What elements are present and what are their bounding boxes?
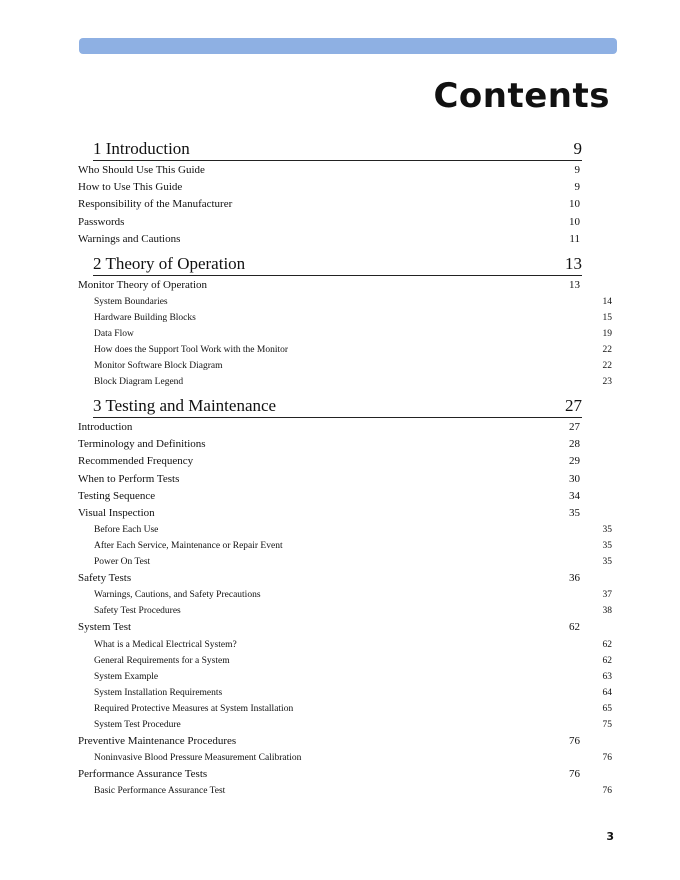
chapter-page-number: 9: [573, 139, 582, 158]
toc-entry-page: 76: [569, 768, 580, 780]
toc-entry[interactable]: [78, 214, 580, 230]
toc-entry-title: Safety Tests: [78, 572, 132, 584]
toc-entry[interactable]: [94, 603, 612, 619]
toc-entry[interactable]: [94, 358, 612, 374]
toc-entry-page: 27: [569, 421, 580, 433]
toc-entry[interactable]: [78, 231, 580, 247]
toc-entry-page: 14: [602, 297, 612, 307]
toc-entry-page: 65: [602, 704, 612, 714]
toc-entry[interactable]: [94, 342, 612, 358]
toc-entry[interactable]: [78, 766, 580, 782]
toc-entry[interactable]: [94, 522, 612, 538]
toc-entry[interactable]: [78, 488, 580, 504]
toc-entry-title: General Requirements for a System: [94, 656, 230, 666]
toc-entry[interactable]: [94, 750, 612, 766]
toc-entry-page: 35: [569, 507, 580, 519]
page-title: Contents: [433, 76, 610, 116]
toc-entry[interactable]: [94, 637, 612, 653]
toc-entry-title: When to Perform Tests: [78, 473, 180, 485]
toc-entry[interactable]: [78, 277, 580, 293]
toc-entry[interactable]: [94, 653, 612, 669]
toc-entry[interactable]: [78, 570, 580, 586]
toc-entry-page: 22: [602, 361, 612, 371]
toc-entry-page: 35: [602, 541, 612, 551]
toc-entry[interactable]: [78, 733, 580, 749]
toc-entry-page: 62: [602, 640, 612, 650]
toc-entry[interactable]: [94, 701, 612, 717]
toc-entry-title: Responsibility of the Manufacturer: [78, 198, 233, 210]
toc-entry[interactable]: [94, 310, 612, 326]
toc-entry-page: 36: [569, 572, 580, 584]
toc-entry-page: 35: [602, 557, 612, 567]
toc-entry[interactable]: [94, 554, 612, 570]
toc-entry-page: 10: [569, 198, 580, 210]
toc-entry-title: Basic Performance Assurance Test: [94, 786, 226, 796]
header-accent-bar: [79, 38, 617, 54]
chapter-page-number: 13: [565, 254, 582, 273]
toc-entry-page: 63: [602, 672, 612, 682]
chapter-page-number: 27: [565, 396, 582, 415]
toc-entry[interactable]: [78, 162, 580, 178]
toc-entry[interactable]: [78, 419, 580, 435]
toc-entry-page: 19: [602, 329, 612, 339]
toc-entry-page: 9: [574, 181, 580, 193]
toc-entry[interactable]: [78, 436, 580, 452]
toc-entry[interactable]: [78, 505, 580, 521]
toc-entry[interactable]: [94, 783, 612, 799]
toc-entry-page: 75: [602, 720, 612, 730]
toc-entry-title: Warnings, Cautions, and Safety Precautions: [94, 590, 261, 600]
toc-entry-page: 10: [569, 216, 580, 228]
toc-entry[interactable]: [94, 538, 612, 554]
toc-entry-page: 23: [602, 377, 612, 387]
toc-entry-title: Who Should Use This Guide: [78, 164, 205, 176]
toc-entry-page: 15: [602, 313, 612, 323]
toc-entry-title: Monitor Theory of Operation: [78, 279, 208, 291]
toc-entry[interactable]: [78, 453, 580, 469]
toc-entry-title: Visual Inspection: [78, 507, 155, 519]
toc-entry[interactable]: [94, 717, 612, 733]
toc-entry[interactable]: [78, 196, 580, 212]
toc-entry-title: Passwords: [78, 216, 125, 228]
toc-entry-title: Terminology and Definitions: [78, 438, 206, 450]
toc-entry-title: Preventive Maintenance Procedures: [78, 735, 237, 747]
toc-entry[interactable]: [94, 685, 612, 701]
chapter-title: 2 Theory of Operation: [93, 254, 246, 273]
toc-entry-page: 11: [569, 233, 580, 245]
toc-entry[interactable]: [94, 326, 612, 342]
toc-entry-title: Warnings and Cautions: [78, 233, 181, 245]
chapter-heading[interactable]: [93, 395, 582, 418]
toc-entry[interactable]: [94, 587, 612, 603]
chapter-heading[interactable]: [93, 253, 582, 276]
toc-entry-page: 62: [602, 656, 612, 666]
page-number: 3: [606, 830, 614, 843]
toc-entry[interactable]: [78, 179, 580, 195]
toc-entry-page: 29: [569, 455, 580, 467]
toc-entry-page: 35: [602, 525, 612, 535]
toc-entry-title: Noninvasive Blood Pressure Measurement Calibration: [94, 753, 302, 763]
toc-entry-title: System Installation Requirements: [94, 688, 223, 698]
toc-entry-page: 64: [602, 688, 612, 698]
toc-entry-title: After Each Service, Maintenance or Repair Event: [94, 541, 283, 551]
toc-entry-title: What is a Medical Electrical System?: [94, 640, 237, 650]
toc-entry-page: 62: [569, 621, 580, 633]
toc-entry[interactable]: [94, 374, 612, 390]
toc-entry-title: Power On Test: [94, 557, 151, 567]
toc-entry-title: Introduction: [78, 421, 133, 433]
chapter-heading[interactable]: [93, 138, 582, 161]
toc-entry-page: 28: [569, 438, 580, 450]
toc-entry-page: 9: [574, 164, 580, 176]
toc-entry-title: System Test Procedure: [94, 720, 181, 730]
toc-entry-page: 22: [602, 345, 612, 355]
toc-entry-page: 30: [569, 473, 580, 485]
toc-entry[interactable]: [94, 294, 612, 310]
chapter-title: 1 Introduction: [93, 139, 190, 158]
toc-entry-title: Hardware Building Blocks: [94, 313, 196, 323]
toc-entry-title: Data Flow: [94, 329, 134, 339]
toc-entry-page: 13: [569, 279, 580, 291]
toc-entry-title: Block Diagram Legend: [94, 377, 184, 387]
toc-entry-title: Recommended Frequency: [78, 455, 194, 467]
toc-entry-title: Safety Test Procedures: [94, 606, 181, 616]
toc-entry-title: System Boundaries: [94, 297, 168, 307]
toc-entry-title: System Test: [78, 621, 132, 633]
toc-entry-title: Required Protective Measures at System Installation: [94, 704, 294, 714]
toc-entry-title: How to Use This Guide: [78, 181, 183, 193]
toc-entry-title: Testing Sequence: [78, 490, 156, 502]
toc-entry-page: 76: [569, 735, 580, 747]
toc-entry[interactable]: [78, 471, 580, 487]
toc-entry-page: 76: [602, 786, 612, 796]
chapter-title: 3 Testing and Maintenance: [93, 396, 277, 415]
toc-entry-title: Before Each Use: [94, 525, 159, 535]
toc-entry[interactable]: [78, 619, 580, 635]
toc-entry-title: Monitor Software Block Diagram: [94, 361, 223, 371]
toc-entry-page: 37: [602, 590, 612, 600]
toc-entry-page: 34: [569, 490, 580, 502]
toc-entry-page: 76: [602, 753, 612, 763]
toc-entry-title: Performance Assurance Tests: [78, 768, 208, 780]
toc-entry-page: 38: [602, 606, 612, 616]
toc-entry[interactable]: [94, 669, 612, 685]
toc-entry-title: How does the Support Tool Work with the Monitor: [94, 345, 289, 355]
toc-entry-title: System Example: [94, 672, 159, 682]
